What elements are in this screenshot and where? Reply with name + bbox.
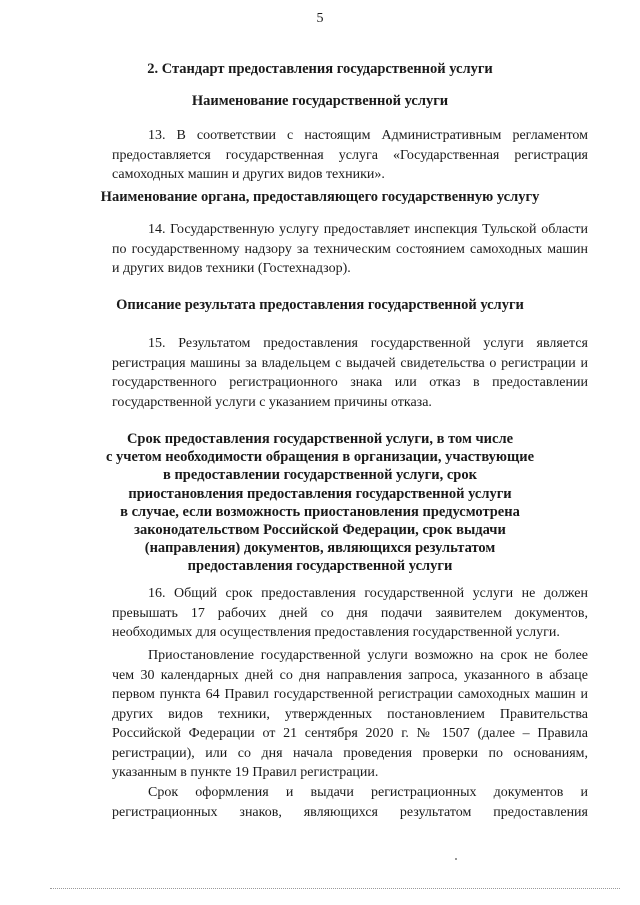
- scan-edge-line: [50, 888, 620, 889]
- paragraph-line: первом пункта 64 Правил государственной регистрации самоходных машин и: [112, 687, 588, 702]
- paragraph-line: Срок оформления и выдачи регистрационных документов и: [148, 785, 588, 800]
- paragraph-line: превышать 17 рабочих дней со дня подачи заявителем документов,: [112, 605, 588, 621]
- paragraph-line: необходимых для осуществления предоставления государственной услуги.: [112, 625, 560, 640]
- paragraph-suspension: [112, 646, 588, 783]
- paragraph-processing: [112, 783, 588, 822]
- paragraph-line: 14. Государственную услугу предоставляет инспекция Тульской области: [148, 222, 588, 237]
- heading-line: приостановления предоставления государственной услуги: [128, 485, 512, 502]
- paragraph-line: других видов техники, утвержденных постановлением Правительства: [112, 706, 588, 722]
- scan-speck: [455, 858, 457, 860]
- heading-line: Срок предоставления государственной услуги, в том числе: [126, 431, 514, 447]
- paragraph-line: государственной услуги с указанием причины отказа.: [112, 394, 432, 410]
- paragraph-line: указанным в пункте 19 Правил регистрации.: [112, 765, 379, 780]
- heading-term: [0, 430, 640, 576]
- paragraph-15: [112, 334, 588, 412]
- heading-line: с учетом необходимости обращения в организации, участвующие: [105, 449, 535, 466]
- paragraph-line: по государственному надзору за техническим состоянием самоходных машин: [112, 241, 588, 257]
- section-title: 2. Стандарт предоставления государственной услуги: [147, 61, 493, 77]
- paragraph-line: предоставляется государственная услуга «Государственная регистрация: [112, 147, 588, 163]
- paragraph-line: регистрация машины за владельцем с выдачей свидетельства о регистрации и: [112, 355, 588, 371]
- heading-service-name: Наименование государственной услуги: [191, 93, 449, 109]
- paragraph-14: [112, 220, 588, 279]
- heading-line: в случае, если возможность приостановления предусмотрена: [120, 503, 520, 520]
- heading-line: предоставления государственной услуги: [187, 558, 453, 575]
- paragraph-line: регистрационных знаков, являющихся результатом предоставления: [112, 804, 588, 820]
- paragraph-line: Приостановление государственной услуги возможно на срок не более: [148, 648, 588, 663]
- paragraph-line: и других видов техники (Гостехнадзор).: [112, 261, 351, 276]
- heading-result: Описание результата предоставления государственной услуги: [116, 297, 524, 313]
- paragraph-line: 13. В соответствии с настоящим Административным регламентом: [148, 128, 588, 143]
- paragraph-line: государственного регистрационного знака или отказ в предоставлении: [112, 375, 588, 390]
- paragraph-line: регистрации), или со дня начала проведения проверки по основаниям,: [112, 745, 588, 761]
- heading-authority: Наименование органа, предоставляющего государственную услугу: [100, 189, 540, 205]
- heading-line: в предоставлении государственной услуги, срок: [163, 467, 477, 484]
- paragraph-line: 15. Результатом предоставления государственной услуги является: [148, 336, 588, 351]
- page-number: 5: [316, 11, 324, 26]
- heading-line: законодательством Российской Федерации, срок выдачи: [134, 522, 506, 539]
- heading-line: (направления) документов, являющихся результатом: [144, 540, 496, 557]
- paragraph-13: [112, 126, 588, 185]
- paragraph-16: [112, 584, 588, 643]
- paragraph-line: Российской Федерации от 21 сентября 2020 г. № 1507 (далее – Правила: [112, 726, 588, 741]
- paragraph-line: 16. Общий срок предоставления государственной услуги не должен: [148, 586, 588, 601]
- paragraph-line: чем 30 календарных дней со дня направления запроса, указанного в абзаце: [112, 667, 588, 683]
- paragraph-line: самоходных машин и других видов техники».: [112, 167, 385, 182]
